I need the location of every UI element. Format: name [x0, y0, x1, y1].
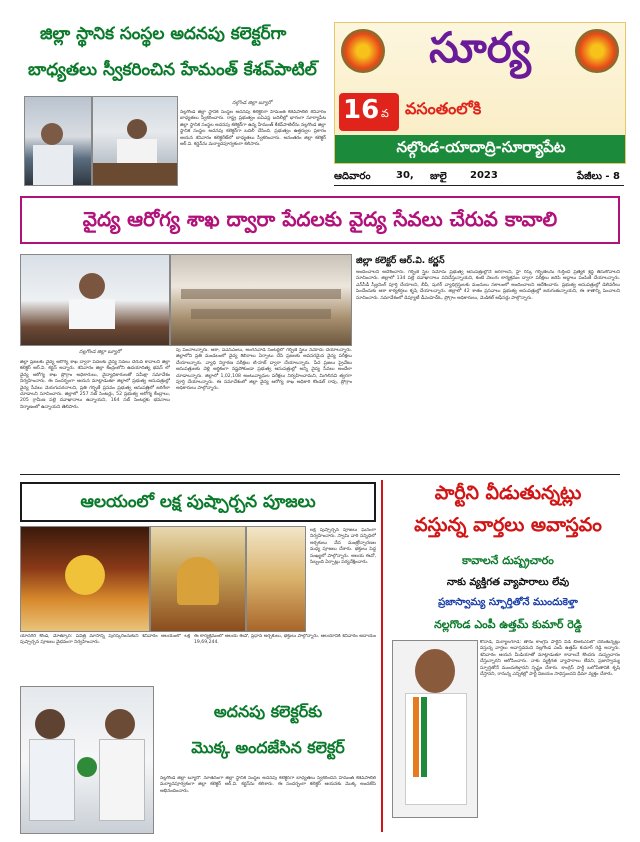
bottom-story-headline-2: మొక్క అందజేసిన కలెక్టర్ [191, 738, 345, 757]
main-story-headline: వైద్య ఆరోగ్య శాఖ ద్వారా పేదలకు వైద్య సేవలు చేరువ కావాలి [20, 196, 620, 244]
top-story-headline-1: జిల్లా స్థానిక సంస్థల అదనపు కలెక్టర్‌గా [40, 24, 287, 44]
bottom-story-headline-1: అదనపు కలెక్టర్‌కు [213, 702, 323, 721]
dateline-rule [334, 185, 624, 186]
temple-story-col: లక్ష పుష్పార్చన పూజలు ఘనంగా నిర్వహించారు. స్వామి వారి సన్నిధిలో అర్చకులు వేద మంత్రోచ్ఛారణల మధ్య పూజలు చేశారు. భక్తులు పెద్ద సంఖ్యలో పాల్గొన్నారు. ఆలయ ఈవో, సిబ్బంది ఏర్పాట్లు పర్యవేక్షించారు. [310, 528, 376, 566]
party-story-photo-mp [392, 640, 478, 818]
temple-story-headline: ఆలయంలో లక్ష పుష్పార్చన పూజలు [20, 482, 376, 522]
party-story-headline-2: వస్తున్న వార్తలు అవాస్తవం [414, 514, 602, 536]
dateline-date: 30, [396, 170, 414, 181]
masthead-title: సూర్య [429, 23, 531, 72]
temple-story-photo-1 [20, 526, 150, 632]
dateline-day: ఆదివారం [334, 171, 371, 182]
bottom-story-photo [20, 686, 154, 834]
masthead [334, 22, 626, 164]
region-bar [335, 135, 625, 163]
temple-story-bottom: ఈ కార్యక్రమంలో ఆలయ ఈవో, ప్రధాన అర్చకులు, భక్తులు పాల్గొన్నారు. ఆలయానికి శనివారం ఆదాయం 19,69,244. [194, 634, 376, 646]
party-story-sub-2: నాకు వ్యక్తిగత వ్యాపారాలు లేవు [446, 577, 570, 588]
dateline-year: 2023 [470, 170, 498, 181]
party-story-sub-1: కావాలనే దుష్ప్రచారం [462, 554, 554, 567]
top-story-body: నల్లగొండ జిల్లా స్థానిక సంస్థల అదనపు కలెక్టర్‌గా హేమంత్ కేశవ్‌పాటిల్ శనివారం బాధ్యతలు స్వీకరించారు. రాష్ట్ర ప్రభుత్వం ఐఏఎస్ల బదిలీల్లో భాగంగా సూర్యాపేట జిల్లా స్థానిక సంస్థల అదనపు కలెక్టర్‌గా ఉన్న హేమంత్ కేశవ్‌పాటిల్‌ను నల్లగొండ జిల్లా స్థానిక సంస్థల అదనపు కలెక్టర్‌గా బదిలీ చేసింది. ప్రభుత్వం ఉత్తర్వుల ప్రకారం ఆయన శనివారం కలెక్టరేట్‌లో బాధ్యతలు స్వీకరించారు. అనంతరం జిల్లా కలెక్టర్ ఆర్.వి. కర్ణన్‌ను మర్యాదపూర్వకంగా కలిసారు. [180, 110, 326, 148]
main-story-byline: జిల్లా కలెక్టర్ ఆర్.వి. కర్ణన్ [356, 256, 445, 266]
main-story-photo-meeting [170, 254, 352, 346]
masthead-tagline: వసంతంలోకి [405, 99, 482, 118]
temple-story-photo-2 [150, 526, 246, 632]
main-story-photo-collector [20, 254, 170, 346]
top-story-caption: నల్గొండ జిల్లా బ్యూరో [232, 100, 272, 106]
top-story-photo [24, 96, 92, 186]
edition-suffix: వ [381, 107, 389, 120]
party-story-sub-4: నల్లగొండ ఎంపీ ఉత్తమ్ కుమార్ రెడ్డి [434, 618, 582, 631]
party-story-body: కోదాడ, మిర్యాలగూడ: తాను కాంగ్రెస్ పార్టీని వీడి బీఆర్ఎస్‌లో చేరుతున్నట్లు వస్తున్న వార్తలు అవాస్తవమని నల్లగొండ ఎంపీ ఉత్తమ్ కుమార్ రెడ్డి అన్నారు. శనివారం ఆయన మీడియాతో మాట్లాడుతూ కావాలనే కొందరు దుష్ప్రచారం చేస్తున్నారని ఆరోపించారు. నాకు వ్యక్తిగత వ్యాపారాలు లేవని, ప్రజాస్వామ్య స్ఫూర్తితోనే ముందుకెళ్తానని స్పష్టం చేశారు. కాంగ్రెస్ పార్టీ బలోపేతానికి కృషి చేస్తానని, రానున్న ఎన్నికల్లో పార్టీ విజయం సాధిస్తుందని ధీమా వ్యక్తం చేశారు. [480, 640, 620, 678]
top-story-photo-2 [92, 96, 178, 186]
dateline [334, 170, 624, 184]
section-divider [20, 474, 620, 475]
temple-story-caption: యాదగిరి కొండ, మోత్కూర్: పవిత్ర మాసాన్ని పురస్కరించుకుని శనివారం ఆలయంలో లక్ష పుష్పార్చన పూజలు వైభవంగా నిర్వహించారు. [20, 634, 190, 646]
bottom-story-body: నల్లగొండ జిల్లా బ్యూరో: నూతనంగా జిల్లా స్థానిక సంస్థల అదనపు కలెక్టర్‌గా బాధ్యతలు స్వీకరించిన హేమంత్ కేశవ్‌పాటిల్ మర్యాదపూర్వకంగా జిల్లా కలెక్టర్ ఆర్.వి. కర్ణన్‌ను కలిశారు. ఈ సందర్భంగా కలెక్టర్ ఆయనకు మొక్క అందజేసి అభినందించారు. [160, 776, 376, 794]
main-story-col1: జిల్లా ప్రజలకు వైద్య ఆరోగ్య శాఖ ద్వారా పేదలకు వైద్య సేవలు చేరువ కావాలని జిల్లా కలెక్టర్ ఆర్.వి. కర్ణన్ అన్నారు. శనివారం జిల్లా కేంద్రంలోని ఉదయాదిత్య భవన్ లో వైద్య ఆరోగ్య శాఖ ప్రోగ్రాం అధికారులు, వైద్యాధికారులతో సమీక్షా సమావేశం నిర్వహించారు. ఈ సందర్భంగా ఆయన మాట్లాడుతూ జిల్లాలో ప్రభుత్వ ఆసుపత్రుల్లో వైద్య సేవలు మెరుగుపరచాలని, ప్రతి గర్భిణీ ప్రసవం ప్రభుత్వ ఆసుపత్రిలో జరిగేలా చూడాలని సూచించారు. జిల్లాలో 257 సబ్ సెంటర్లు, 52 ప్రభుత్వ ఆరోగ్య కేంద్రాలు, 205 గ్రామీణ పల్లె దవాఖానాలు ఉన్నాయని, 164 సబ్ సెంటర్లకు భవనాలు నిర్మాణంలో ఉన్నాయని తెలిపారు. [20, 360, 170, 410]
main-story-caption: నల్లగొండ జిల్లా బ్యూరో [78, 349, 122, 355]
main-story-col3: అందించాలని ఆదేశించారు. గర్భిణీ స్త్రీల నమోదు ప్రభుత్వ ఆసుపత్రుల్లోనే జరగాలని, హై రిస్క్ గర్భిణీలను గుర్తించి ప్రత్యేక శ్రద్ధ తీసుకోవాలని సూచించారు. జిల్లాలో 134 పల్లె దవాఖానాలు పనిచేస్తున్నాయని, కంటి వెలుగు కార్యక్రమం ద్వారా పరీక్షలు జరిపి అద్దాలు పంపిణీ చేయాలన్నారు. ఎన్‌సీడీ స్క్రీనింగ్ పూర్తి చేయాలని, బీపీ, షుగర్ వ్యాధిగ్రస్తులకు మందులు సకాలంలో అందించాలని ఆదేశించారు. ప్రభుత్వ ఆసుపత్రుల్లో డెలివరీలు పెంచేందుకు ఆశా కార్యకర్తలు కృషి చేయాలన్నారు. జిల్లాలో 42 శాతం ప్రసవాలు ప్రభుత్వ ఆసుపత్రుల్లో జరుగుతున్నాయని, ఈ శాతాన్ని పెంచాలని సూచించారు. సమావేశంలో డిప్యూటీ డీఎంహెచ్‌ఓ, ప్రోగ్రాం అధికారులు, మెడికల్ ఆఫీసర్లు పాల్గొన్నారు. [356, 270, 620, 301]
edition-number: 16 [343, 95, 380, 125]
party-story-headline-1: పార్టీని వీడుతున్నట్లు [434, 482, 582, 504]
column-divider [381, 480, 383, 832]
edition-badge [339, 93, 399, 131]
temple-story-photo-3 [246, 526, 306, 632]
page-label: పేజీలు - 8 [576, 171, 620, 182]
region-name: నల్గొండ-యాదాద్రి-సూర్యాపేట [396, 138, 566, 156]
top-story-headline-2: బాధ్యతలు స్వీకరించిన హేమంత్ కేశవ్‌పాటిల్ [28, 60, 317, 80]
flower-decoration-left [341, 29, 385, 73]
party-story-sub-3: ప్రజాస్వామ్య స్ఫూర్తితోనే ముందుకెళ్తా [438, 597, 578, 608]
flower-decoration-right [575, 29, 619, 73]
main-story-col2: పు పెంచాలన్నారు. ఆశా, ఏఎన్ఎంలు, అంగన్‌వాడీ సెంటర్లలో గర్భిణీ స్త్రీలు నమోదు చేయాలన్నారు. జిల్లాలోని ప్రతి మండలంలో వైద్య శిబిరాలు ఏర్పాటు చేసి ప్రజలకు అవసరమైన వైద్య పరీక్షలు చేయాలన్నారు. వ్యాధి నిర్ధారణ పరీక్షలు టి-హబ్ ద్వారా చేయాలన్నారు. పేద ప్రజలు ప్రైవేటు ఆసుపత్రులకు వెళ్లి ఆర్థికంగా నష్టపోకుండా ప్రభుత్వ ఆసుపత్రుల్లో అన్ని వైద్య సేవలు అందేలా చూడాలన్నారు. జిల్లాలో 1,02,108 అంటువ్యాధుల పరీక్షలు నిర్వహించామని, మిగిలినవి త్వరగా పూర్తి చేయాలన్నారు. ఈ సమావేశంలో జిల్లా వైద్య ఆరోగ్య శాఖ అధికారి కొండల్ రావు, ప్రోగ్రాం అధికారులు పాల్గొన్నారు. [176, 348, 352, 392]
dateline-month: జులై [430, 171, 447, 182]
